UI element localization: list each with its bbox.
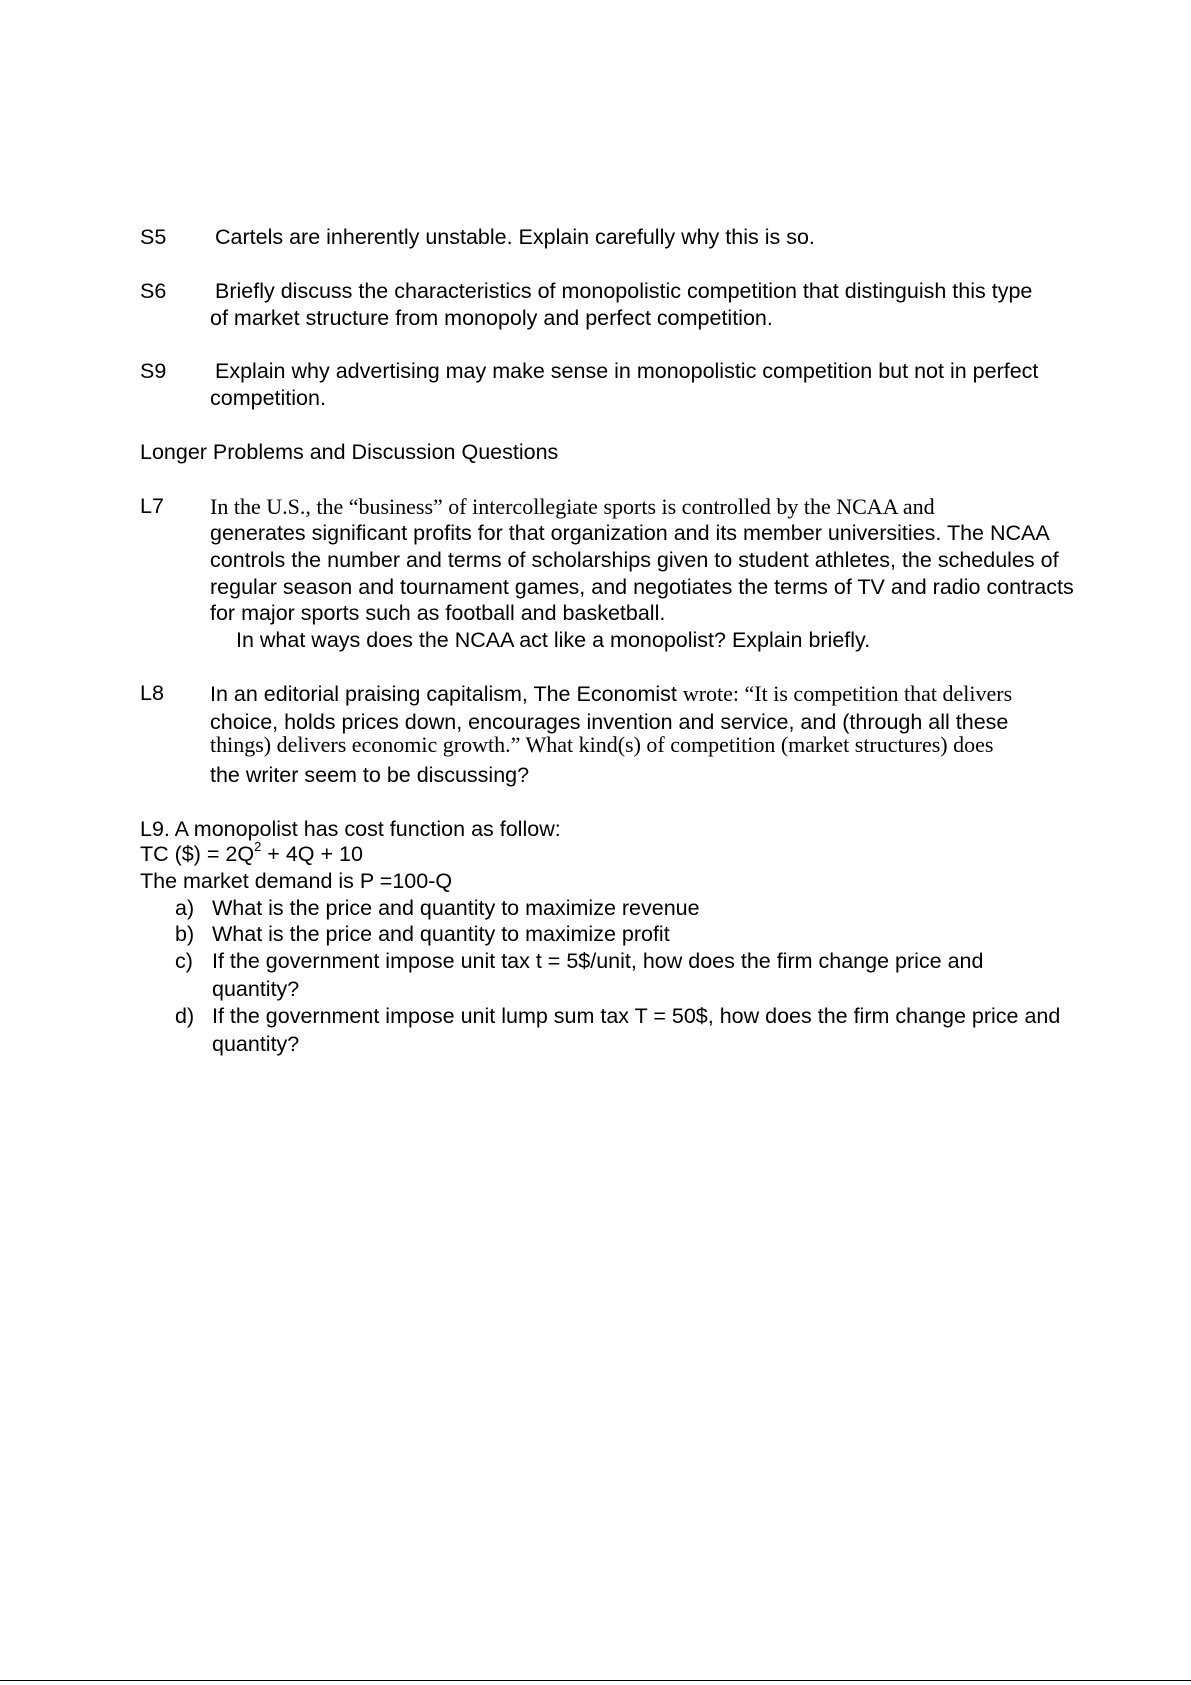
question-s6-line-2: of market structure from monopoly and perfect competition. [210,306,773,330]
question-l7-line-2: generates significant profits for that organization and its member universities. The NCAA [210,521,1050,545]
sub-question-marker-a: a) [175,896,195,920]
question-l9-intro: L9. A monopolist has cost function as follow: [140,817,561,841]
sub-question-c-line-2: quantity? [212,977,300,1001]
cost-function-exponent: 2 [254,838,262,854]
question-label-l8: L8 [140,681,164,705]
question-l7-line-5: for major sports such as football and basketball. [210,601,666,625]
question-l7-line-3: controls the number and terms of scholarships given to student athletes, the schedules of [210,548,1059,572]
sub-question-marker-d: d) [175,1004,195,1028]
question-l8-line-1 [210,680,1012,708]
question-s9-line-2: competition. [210,386,326,410]
sub-question-d-line-2: quantity? [212,1032,300,1056]
question-l7-prompt: In what ways does the NCAA act like a monopolist? Explain briefly. [236,628,871,652]
question-label-s6: S6 [140,279,167,303]
question-s9-line-1: Explain why advertising may make sense in monopolistic competition but not in perfect [215,359,1039,383]
question-l8-line-1-sans: In an editorial praising capitalism, The Economist [210,682,683,706]
cost-function-part-2: + 4Q + 10 [261,842,363,866]
question-label-s9: S9 [140,359,167,383]
sub-question-marker-c: c) [175,949,193,973]
question-s5-text: Cartels are inherently unstable. Explain carefully why this is so. [215,225,815,249]
sub-question-d-line-1: If the government impose unit lump sum tax T = 50$, how does the firm change price and [212,1004,1061,1028]
question-l8-line-4: the writer seem to be discussing? [210,763,530,787]
cost-function-part-1: TC ($) = 2Q [140,842,255,866]
sub-question-b-text: What is the price and quantity to maximize profit [212,922,670,946]
question-label-s5: S5 [140,225,167,249]
page-bottom-rule [0,1680,1191,1681]
cost-function [140,838,363,868]
sub-question-c-line-1: If the government impose unit tax t = 5$/unit, how does the firm change price and [212,949,984,973]
market-demand: The market demand is P =100-Q [140,869,453,893]
sub-question-a-text: What is the price and quantity to maximize revenue [212,896,700,920]
question-l7-line-4: regular season and tournament games, and negotiates the terms of TV and radio contracts [210,575,1074,599]
question-l8-line-2: choice, holds prices down, encourages invention and service, and (through all these [210,710,1009,734]
question-label-l7: L7 [140,494,164,518]
question-l7-line-1: In the U.S., the “business” of intercollegiate sports is controlled by the NCAA and [210,494,935,519]
question-s6-line-1: Briefly discuss the characteristics of monopolistic competition that distinguish this type [215,279,1033,303]
question-l8-line-3: things) delivers economic growth.” What kind(s) of competition (market structures) does [210,732,994,757]
question-l8-line-1-serif: wrote: “It is competition that delivers [682,681,1013,706]
sub-question-marker-b: b) [175,922,195,946]
section-heading: Longer Problems and Discussion Questions [140,440,559,464]
